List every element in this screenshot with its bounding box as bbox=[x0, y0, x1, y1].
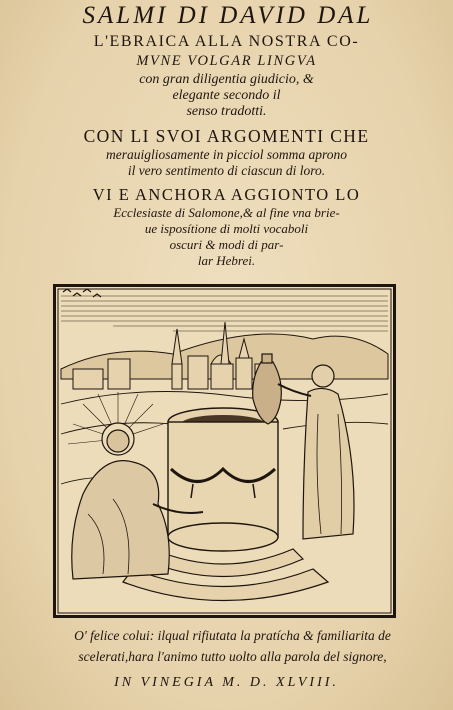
title-line-2: L'EBRAICA ALLA NOSTRA CO- bbox=[93, 33, 360, 50]
title-line-5: elegante secondo il bbox=[172, 88, 281, 103]
title-line-6: senso tradotti. bbox=[186, 104, 267, 119]
section1-line-1: merauigliosamente in picciol somma aprono bbox=[106, 147, 347, 162]
section2-line-4: lar Hebrei. bbox=[197, 253, 256, 268]
section2-line-1: Ecclesiaste di Salomone,& al fine vna brie- bbox=[113, 205, 340, 220]
well bbox=[168, 408, 278, 551]
section2-line-3: oscuri & modi di par- bbox=[169, 237, 284, 252]
woodcut-illustration bbox=[53, 284, 396, 618]
imprint-line: IN VINEGIA M. D. XLVIII. bbox=[114, 675, 339, 690]
section2-heading: VI E ANCHORA AGGIONTO LO bbox=[92, 185, 361, 204]
section1-line-2: il vero sentimento di ciascun di loro. bbox=[127, 163, 326, 178]
title-line-1: SALMI DI DAVID DAL bbox=[82, 2, 374, 29]
caption-line-1: O' felice colui: ilqual rifiutata la pratícha & familiarita de bbox=[74, 628, 391, 643]
section1-heading: CON LI SVOI ARGOMENTI CHE bbox=[83, 126, 370, 146]
caption-line-2: scelerati,hara l'animo tutto uolto alla parola del signore, bbox=[78, 649, 387, 664]
title-line-3: MVNE VOLGAR LINGVA bbox=[136, 53, 317, 69]
section2-line-2: ue isposítione di molti vocaboli bbox=[144, 221, 309, 236]
title-line-4: con gran diligentia giudicio, & bbox=[139, 72, 314, 87]
